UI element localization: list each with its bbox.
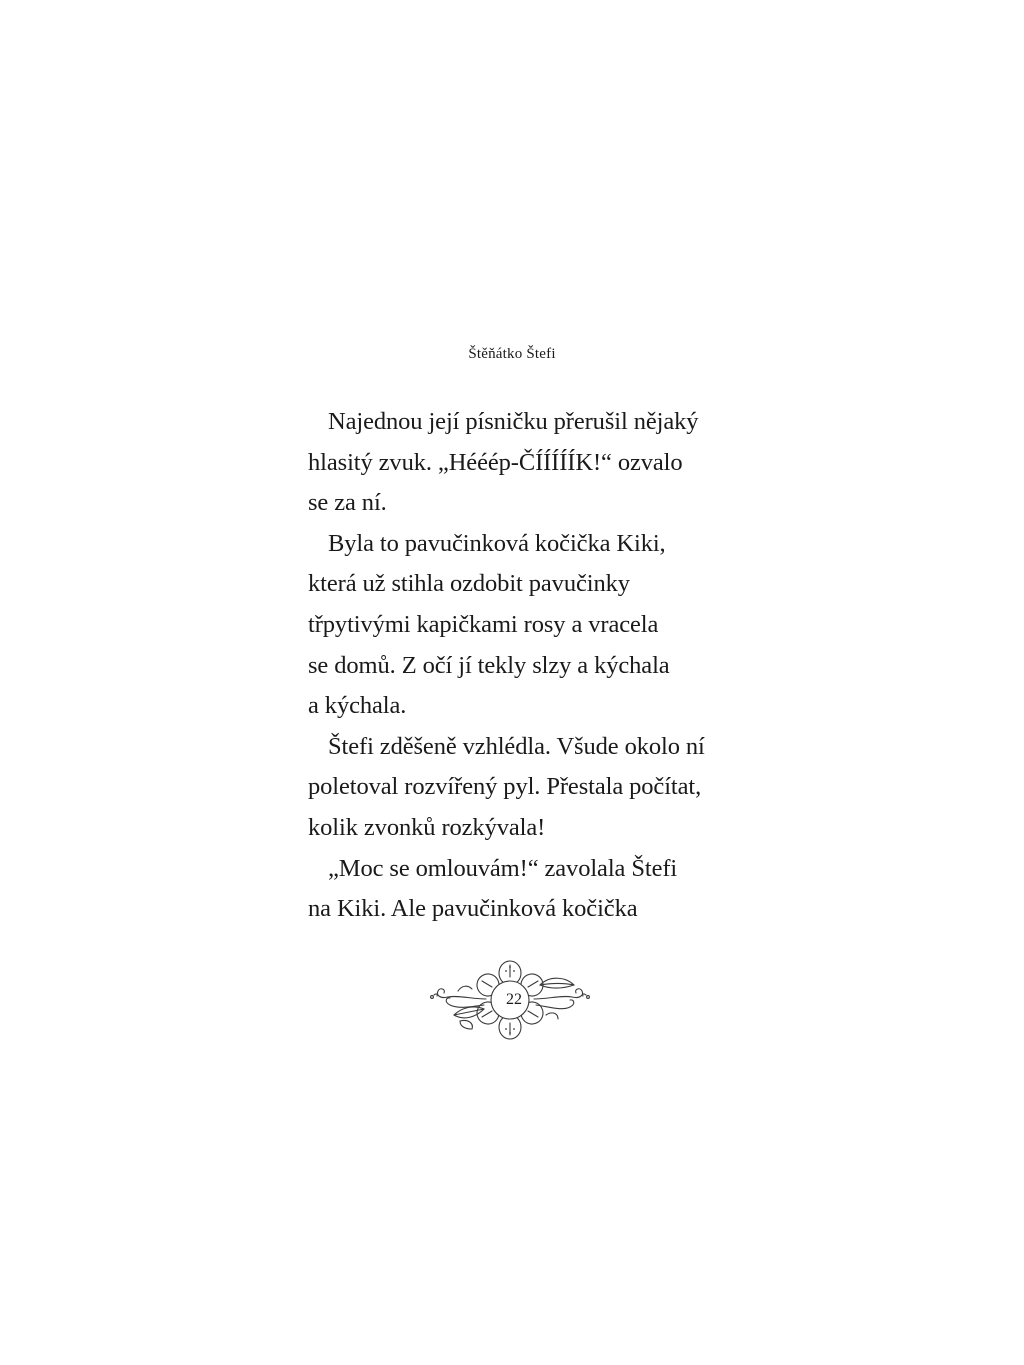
text-line: se domů. Z očí jí tekly slzy a kýchala [308,651,670,679]
text-line: Štefi zděšeně vzhlédla. Všude okolo ní [328,732,705,760]
text-line: třpytivými kapičkami rosy a vracela [308,610,659,638]
page-number: 22 [506,991,522,1008]
text-line: poletoval rozvířený pyl. Přestala počítat, [308,773,702,801]
running-header: Štěňátko Štefi [468,346,556,362]
paragraph [308,524,748,727]
paragraph [308,727,748,849]
paragraph [308,849,748,930]
text-line: hlasitý zvuk. „Hééép-ČÍÍÍÍÍK!“ ozvalo [308,448,683,476]
text-line: „Moc se omlouvám!“ zavolala Štefi [328,854,678,882]
text-line: na Kiki. Ale pavučinková kočička [308,895,638,923]
text-line: Byla to pavučinková kočička Kiki, [328,529,666,557]
text-line: která už stihla ozdobit pavučinky [308,570,630,598]
body-text [308,402,748,930]
text-line: se za ní. [308,489,387,517]
text-line: a kýchala. [308,692,407,720]
text-line: kolik zvonků rozkývala! [308,813,546,841]
text-line: Najednou její písničku přerušil nějaký [328,408,699,435]
paragraph [308,402,748,524]
